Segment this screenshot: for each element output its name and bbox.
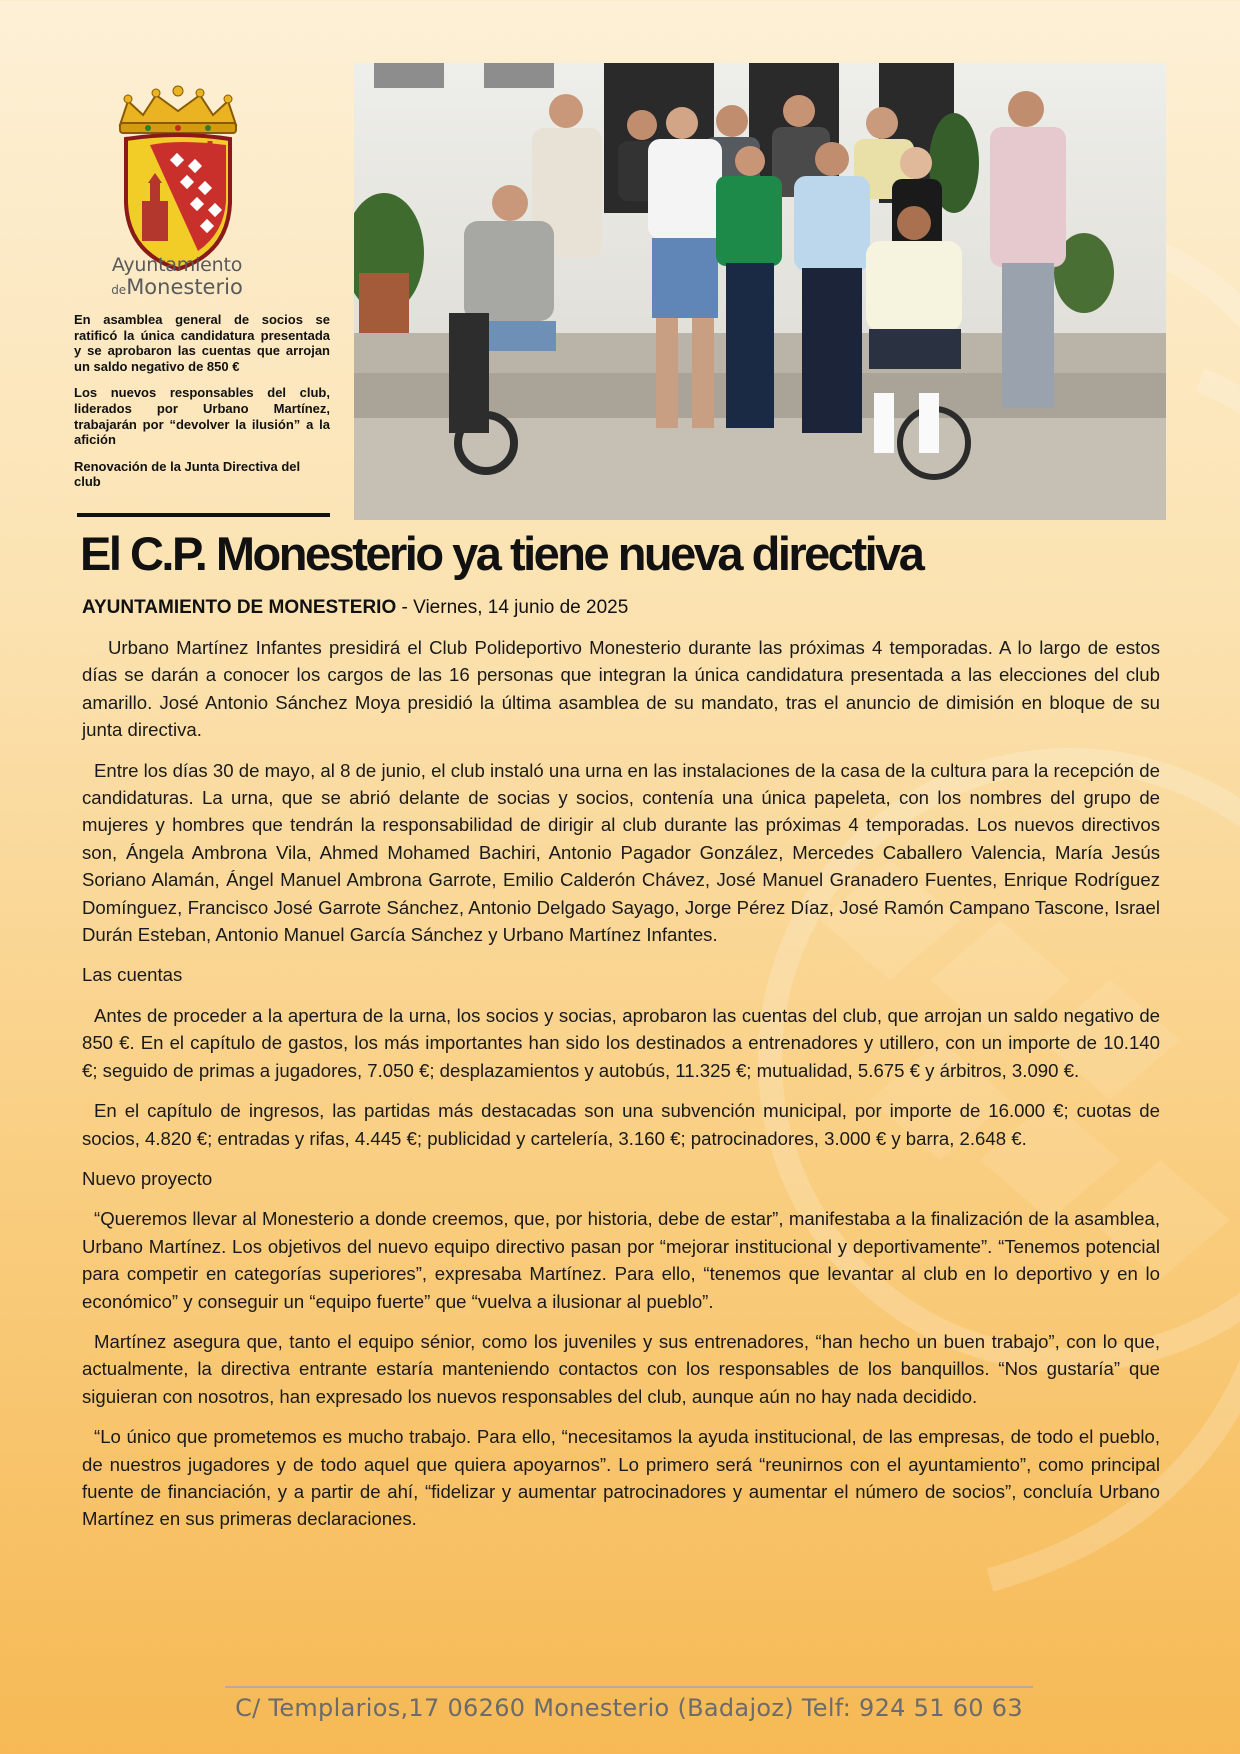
article-paragraph-3: Antes de proceder a la apertura de la urna, los socios y socias, aprobaron las cuentas del club, que arrojan un saldo negativo de 850 €. En el capítulo de gastos, los más importantes han sido los destinados a entrenadores y utillero, con un importe de 10.140 €; seguido de primas a jugadores, 7.050 €; desplazamientos y autobús, 11.325 €; mutualidad, 5.675 € y árbitros, 3.090 €.	[82, 1004, 1160, 1081]
logo-wordmark	[92, 256, 262, 298]
section-heading-las-cuentas: Las cuentas	[82, 964, 183, 986]
footer-address: C/ Templarios,17 06260 Monesterio (Badajoz) Telf: 924 51 60 63	[235, 1694, 1023, 1722]
article-paragraph-6: Martínez asegura que, tanto el equipo sénior, como los juveniles y sus entrenadores, “han hecho un buen trabajo”, con lo que, actualmente, la directiva entrante estaría manteniendo contactos con los responsables de los banquillos. “Nos gustaría” que siguieran con nosotros, han expresado los nuevos responsables del club, aunque aún no hay nada decidido.	[82, 1330, 1160, 1407]
dateline	[82, 596, 628, 620]
subhead-3: Renovación de la Junta Directiva del club	[74, 458, 301, 490]
group-photo	[354, 63, 1166, 520]
dateline-date: - Viernes, 14 junio de 2025	[396, 597, 629, 618]
sidebar-subheads	[74, 312, 330, 501]
article-paragraph-7: “Lo único que prometemos es mucho trabajo. Para ello, “necesitamos la ayuda institucional, de las empresas, de todo el pueblo, de nuestros jugadores y de todo aquel que quiera apoyarnos”. Lo primero será “reunirnos con el ayuntamiento”, como principal fuente de financiación, y a partir de ahí, “fidelizar y aumentar patrocinadores y aumentar el número de socios”, concluía Urbano Martínez en sus primeras declaraciones.	[82, 1426, 1160, 1530]
logo-line2-prefix: de	[111, 283, 127, 297]
sidebar-divider	[77, 513, 330, 517]
subhead-2: Los nuevos responsables del club, liderados por Urbano Martínez, trabajarán por “devolver la ilusión” a la afición	[74, 385, 330, 448]
article-paragraph-1: Urbano Martínez Infantes presidirá el Club Polideportivo Monesterio durante las próximas 4 temporadas. A lo largo de estos días se darán a conocer los cargos de las 16 personas que integran la única candidatura presentada a las elecciones del club amarillo. José Antonio Sánchez Moya presidió la última asamblea de su mandato, tras el anuncio de dimisión en bloque de su junta directiva.	[82, 637, 1160, 741]
logo-line2: Monesterio	[126, 275, 243, 299]
section-heading-nuevo-proyecto: Nuevo proyecto	[82, 1167, 213, 1189]
subhead-1: En asamblea general de socios se ratificó la única candidatura presentada y se aprobaron las cuentas que arrojan un saldo negativo de 850 €	[74, 312, 330, 374]
article-paragraph-4: En el capítulo de ingresos, las partidas más destacadas son una subvención municipal, por importe de 16.000 €; cuotas de socios, 4.820 €; entradas y rifas, 4.445 €; publicidad y cartelería, 3.160 €; patrocinadores, 3.000 € y barra, 2.648 €.	[82, 1100, 1160, 1149]
article-body	[82, 634, 1160, 1546]
dateline-source: AYUNTAMIENTO DE MONESTERIO	[82, 597, 397, 618]
headline: El C.P. Monesterio ya tiene nueva directiva	[80, 527, 923, 580]
article-paragraph-2: Entre los días 30 de mayo, al 8 de junio, el club instaló una urna en las instalaciones de la casa de la cultura para la recepción de candidaturas. La urna, que se abrió delante de socias y socios, contenía una única papeleta, con los nombres del grupo de mujeres y hombres que tendrán la responsabilidad de dirigir al club durante las próximas 4 temporadas. Los nuevos directivos son, Ángela Ambrona Vila, Ahmed Mohamed Bachiri, Antonio Pagador González, Mercedes Caballero Valencia, María Jesús Soriano Alamán, Ángel Manuel Ambrona Garrote, Emilio Calderón Chávez, José Manuel Granadero Fuentes, Enrique Rodríguez Domínguez, Francisco José Garrote Sánchez, Antonio Delgado Sayago, Jorge Pérez Díaz, José Ramón Campano Tascone, Israel Durán Esteban, Antonio Manuel García Sánchez y Urbano Martínez Infantes.	[82, 759, 1160, 946]
article-paragraph-5: “Queremos llevar al Monesterio a donde creemos, que, por historia, debe de estar”, manifestaba a la finalización de la asamblea, Urbano Martínez. Los objetivos del nuevo equipo directivo pasan por “mejorar institucional y deportivamente”. “Tenemos potencial para competir en categorías superiores”, expresaba Martínez. Para ello, “tenemos que levantar al club en lo deportivo y en lo económico” y conseguir un “equipo fuerte” que “vuelva a ilusionar al pueblo”.	[82, 1208, 1160, 1312]
logo-line1: Ayuntamiento	[111, 254, 243, 276]
